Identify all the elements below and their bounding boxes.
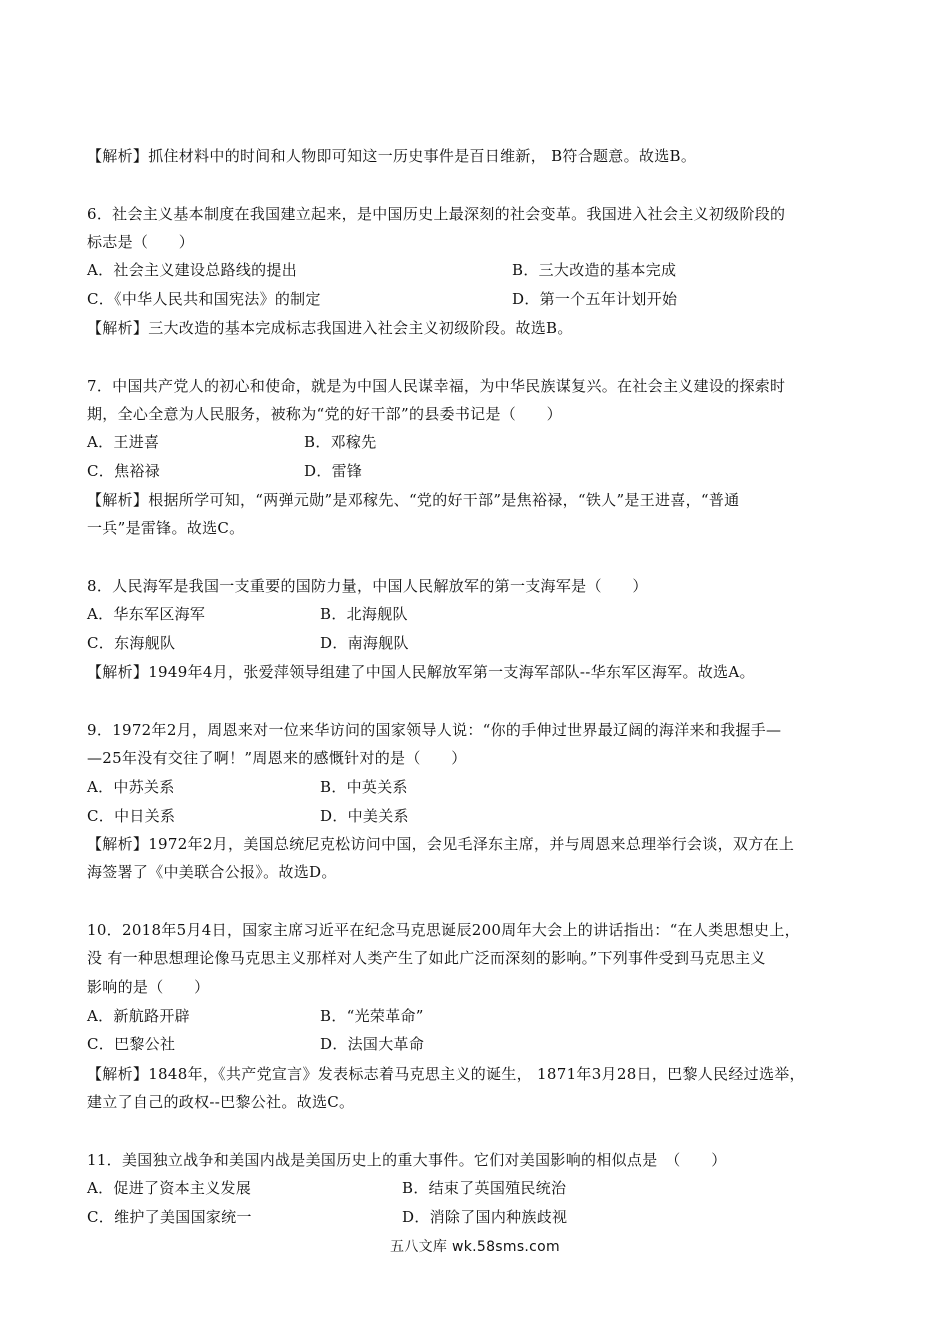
q6-option-b: B．三大改造的基本完成 xyxy=(512,261,677,279)
q9-stem-line1: 9．1972年2月，周恩来对一位来华访问的国家领导人说：“你的手伸过世界最辽阔的海洋来和我握手— xyxy=(87,721,782,739)
q10-stem-line1: 10．2018年5月4日，国家主席习近平在纪念马克思诞辰200周年大会上的讲话指出：“在人类思想史上， xyxy=(87,921,800,939)
q7-analysis-line2: 一兵”是雷锋。故选C。 xyxy=(87,519,245,537)
q6-option-c: C．《中华人民共和国宪法》的制定 xyxy=(87,290,321,308)
q7-analysis-line1: 【解析】根据所学可知，“两弹元勋”是邓稼先、“党的好干部”是焦裕禄，“铁人”是王进喜，“普通 xyxy=(87,491,740,509)
q7-stem-line2: 期，全心全意为人民服务，被称为“党的好干部”的县委书记是（ ） xyxy=(87,405,562,423)
q10-option-c: C．巴黎公社 xyxy=(87,1035,176,1053)
q9-analysis-line1: 【解析】1972年2月，美国总统尼克松访问中国，会见毛泽东主席，并与周恩来总理举行会谈，双方在上 xyxy=(87,835,795,853)
q8-option-c: C．东海舰队 xyxy=(87,634,176,652)
q8-option-b: B．北海舰队 xyxy=(320,605,408,623)
q9-option-b: B．中英关系 xyxy=(320,778,408,796)
q11-option-d: D．消除了国内种族歧视 xyxy=(402,1208,568,1226)
q8-stem-line1: 8．人民海军是我国一支重要的国防力量，中国人民解放军的第一支海军是（ ） xyxy=(87,577,648,595)
q10-stem-line2: 没 有一种思想理论像马克思主义那样对人类产生了如此广泛而深刻的影响。”下列事件受到马克思主义 xyxy=(87,949,766,967)
q8-analysis: 【解析】1949年4月，张爱萍领导组建了中国人民解放军第一支海军部队--华东军区海军。故选A。 xyxy=(87,663,755,681)
q10-option-b: B．“光荣革命” xyxy=(320,1007,424,1025)
q10-analysis-line2: 建立了自己的政权--巴黎公社。故选C。 xyxy=(87,1093,355,1111)
q10-option-a: A．新航路开辟 xyxy=(87,1007,190,1025)
q11-option-b: B．结束了英国殖民统治 xyxy=(402,1179,567,1197)
page-footer: 五八文库 wk.58sms.com xyxy=(390,1239,560,1255)
q6-analysis: 【解析】三大改造的基本完成标志我国进入社会主义初级阶段。故选B。 xyxy=(87,319,573,337)
q7-option-d: D．雷锋 xyxy=(304,462,363,480)
q10-analysis-line1: 【解析】1848年，《共产党宣言》发表标志着马克思主义的诞生， 1871年3月28日，巴黎人民经过选举， xyxy=(87,1065,805,1083)
q6-stem-line2: 标志是（ ） xyxy=(87,233,195,251)
q7-stem-line1: 7．中国共产党人的初心和使命，就是为中国人民谋幸福，为中华民族谋复兴。在社会主义建设的探索时 xyxy=(87,377,786,395)
q11-stem-line1: 11．美国独立战争和美国内战是美国历史上的重大事件。它们对美国影响的相似点是 （ ） xyxy=(87,1151,727,1169)
q7-option-a: A．王进喜 xyxy=(87,433,160,451)
q8-option-d: D．南海舰队 xyxy=(320,634,409,652)
q10-option-d: D．法国大革命 xyxy=(320,1035,425,1053)
q7-option-b: B．邓稼先 xyxy=(304,433,377,451)
q6-option-d: D．第一个五年计划开始 xyxy=(512,290,678,308)
q6-option-a: A．社会主义建设总路线的提出 xyxy=(87,261,298,279)
q5-analysis: 【解析】抓住材料中的时间和人物即可知这一历史事件是百日维新， B符合题意。故选B。 xyxy=(87,147,697,165)
q9-stem-line2: —25年没有交往了啊！”周恩来的感慨针对的是（ ） xyxy=(87,749,467,767)
q10-stem-line3: 影响的是（ ） xyxy=(87,978,210,996)
q11-option-c: C．维护了美国国家统一 xyxy=(87,1208,252,1226)
q6-stem-line1: 6．社会主义基本制度在我国建立起来，是中国历史上最深刻的社会变革。我国进入社会主义初级阶段的 xyxy=(87,205,786,223)
q9-option-c: C．中日关系 xyxy=(87,807,176,825)
q9-analysis-line2: 海签署了《中美联合公报》。故选D。 xyxy=(87,863,337,881)
q7-option-c: C．焦裕禄 xyxy=(87,462,160,480)
q9-option-a: A．中苏关系 xyxy=(87,778,175,796)
q9-option-d: D．中美关系 xyxy=(320,807,409,825)
q8-option-a: A．华东军区海军 xyxy=(87,605,206,623)
q11-option-a: A．促进了资本主义发展 xyxy=(87,1179,252,1197)
